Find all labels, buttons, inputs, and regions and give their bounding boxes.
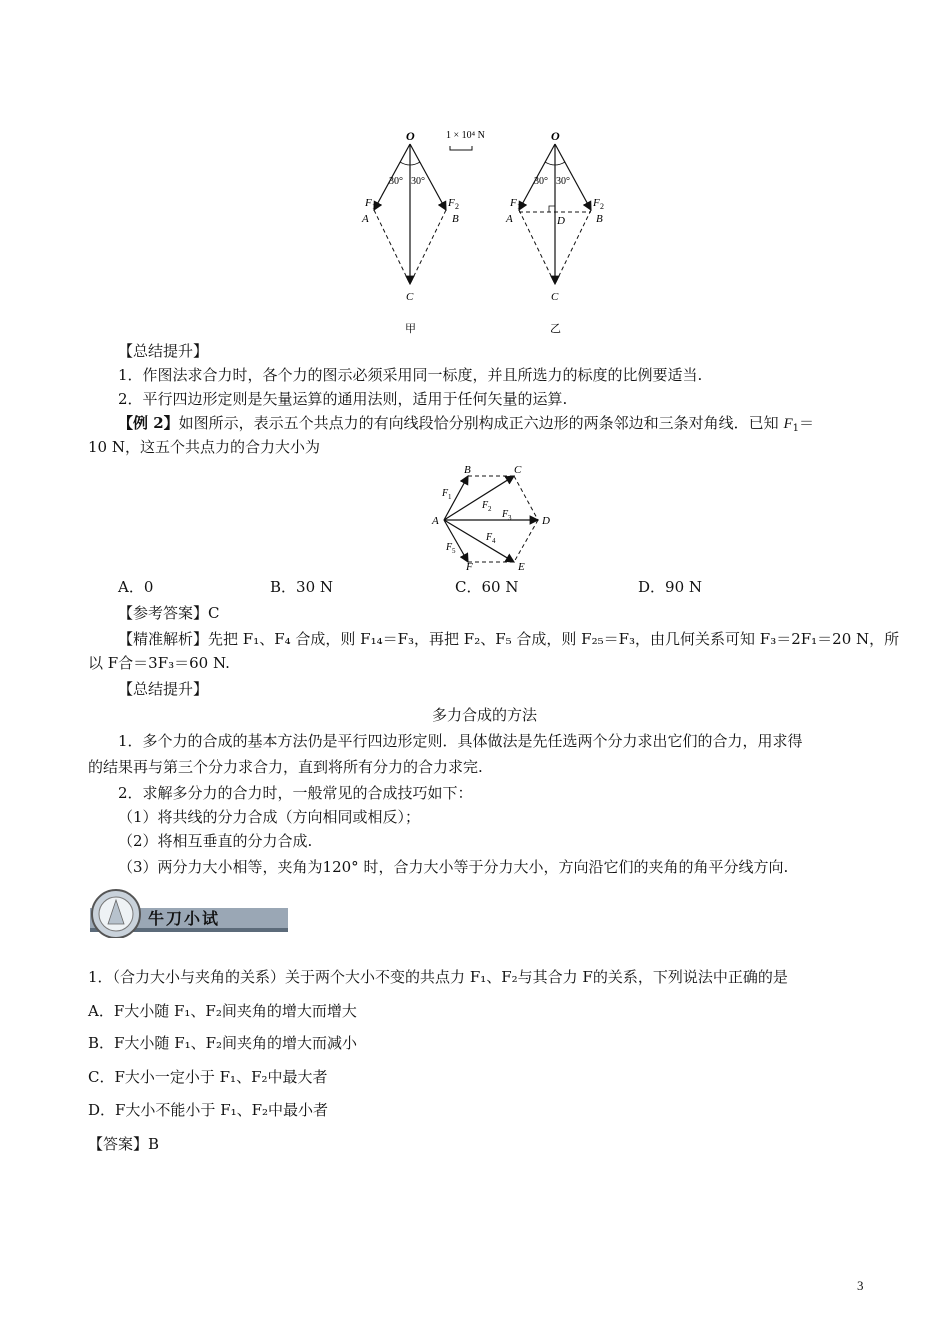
example2-option-a: A．0 xyxy=(118,578,154,596)
caption-jia: 甲 xyxy=(405,323,416,335)
angle-right-1: 30° xyxy=(534,176,548,187)
example2-tag: 【例 2】 xyxy=(118,414,179,432)
example2-option-c: C．60 N xyxy=(455,578,519,596)
hex-b: B xyxy=(464,464,471,476)
scale-label: 1 × 10⁴ N xyxy=(446,130,485,141)
label-c-left: C xyxy=(406,291,414,303)
label-b-right: B xyxy=(596,213,603,225)
svg-text:1: 1 xyxy=(448,493,452,501)
summary2-heading: 【总结提升】 xyxy=(118,680,209,698)
hex-f5: F xyxy=(446,542,453,553)
hex-f1: F xyxy=(442,488,449,499)
label-o-left: O xyxy=(406,129,415,143)
question1-answer: 【答案】B xyxy=(88,1135,160,1153)
summary2-p1-line2: 的结果再与第三个分力求合力，直到将所有分力的合力求完. xyxy=(88,758,483,776)
svg-text:1: 1 xyxy=(517,202,521,211)
hex-d: D xyxy=(542,515,550,527)
label-a-right: A xyxy=(506,213,513,225)
summary2-tip1: （1）将共线的分力合成（方向相同或相反）； xyxy=(118,808,421,826)
summary2-p2: 2．求解多分力的合力时，一般常见的合成技巧如下： xyxy=(118,784,473,802)
example2-line1: 【例 2】如图所示，表示五个共点力的有向线段恰分别构成正六边形的两条邻边和三条对角线．已知 $F_1=$ xyxy=(118,414,815,434)
hex-e: E xyxy=(518,561,525,572)
svg-text:2: 2 xyxy=(455,202,459,211)
label-b-left: B xyxy=(452,213,459,225)
angle-left-1: 30° xyxy=(389,176,403,187)
hexagon-figure xyxy=(428,462,568,572)
svg-text:1: 1 xyxy=(372,202,376,211)
example2-answer: 【参考答案】C xyxy=(118,604,220,622)
summary1-heading: 【总结提升】 xyxy=(118,342,209,360)
label-d-right: D xyxy=(557,215,565,227)
svg-text:4: 4 xyxy=(492,537,496,545)
svg-text:2: 2 xyxy=(488,505,492,513)
svg-text:2: 2 xyxy=(600,202,604,211)
parallelogram-figure xyxy=(350,122,630,337)
example2-analysis-line2: 以 F合＝3F₃＝60 N. xyxy=(88,654,230,672)
label-f2-left: F xyxy=(448,197,455,209)
summary2-p1-line1: 1．多个力的合成的基本方法仍是平行四边形定则．具体做法是先任选两个分力求出它们的合力，用求得 xyxy=(118,732,803,750)
angle-right-2: 30° xyxy=(556,176,570,187)
summary2-tip3: （3）两分力大小相等，夹角为120° 时，合力大小等于分力大小，方向沿它们的夹角的角平分线方向. xyxy=(118,858,789,876)
hex-c: C xyxy=(514,464,522,476)
hex-f2: F xyxy=(482,500,489,511)
caption-yi: 乙 xyxy=(550,323,561,335)
summary2-tip2: （2）将相互垂直的分力合成. xyxy=(118,832,313,850)
hex-a: A xyxy=(432,515,439,527)
svg-text:5: 5 xyxy=(452,547,456,555)
summary1-item1: 1．作图法求合力时，各个力的图示必须采用同一标度，并且所选力的标度的比例要适当. xyxy=(118,366,703,384)
banner-title: 牛刀小试 xyxy=(148,909,221,928)
summary1-item2: 2．平行四边形定则是矢量运算的通用法则，适用于任何矢量的运算. xyxy=(118,390,568,408)
example2-option-b: B．30 N xyxy=(270,578,334,596)
label-f1-left: F xyxy=(365,197,372,209)
label-f2-right: F xyxy=(593,197,600,209)
hex-f: F xyxy=(466,561,473,572)
summary2-title: 多力合成的方法 xyxy=(432,706,538,724)
example2-analysis-line1: 【精准解析】先把 F₁、F₄ 合成，则 F₁₄＝F₃，再把 F₂、F₅ 合成，则 F₂₅＝F₃，由几何关系可知 F₃＝2F₁＝20 N，所 xyxy=(118,630,900,648)
label-o-right: O xyxy=(551,129,560,143)
example2-line2: 10 N，这五个共点力的合力大小为 xyxy=(88,438,320,456)
scale-bar xyxy=(446,130,485,150)
label-f1-right: F xyxy=(510,197,517,209)
svg-text:3: 3 xyxy=(508,514,512,522)
hex-f4: F xyxy=(486,532,493,543)
angle-left-2: 30° xyxy=(411,176,425,187)
page-number: 3 xyxy=(857,1278,864,1293)
question1-option-b: B．F大小随 F₁、F₂间夹角的增大而减小 xyxy=(88,1034,358,1052)
diagram-jia xyxy=(361,129,459,335)
label-a-left: A xyxy=(362,213,369,225)
example2-option-d: D．90 N xyxy=(638,578,703,596)
question1-option-d: D．F大小不能小于 F₁、F₂中最小者 xyxy=(88,1101,329,1119)
hex-f3: F xyxy=(502,509,509,520)
practice-banner xyxy=(90,888,290,938)
question1-stem: 1．（合力大小与夹角的关系）关于两个大小不变的共点力 F₁、F₂与其合力 F的关系，下列说法中正确的是 xyxy=(88,968,788,986)
question1-option-c: C．F大小一定小于 F₁、F₂中最大者 xyxy=(88,1068,328,1086)
diagram-yi xyxy=(505,129,604,335)
question1-option-a: A．F大小随 F₁、F₂间夹角的增大而增大 xyxy=(88,1002,357,1020)
label-c-right: C xyxy=(551,291,559,303)
